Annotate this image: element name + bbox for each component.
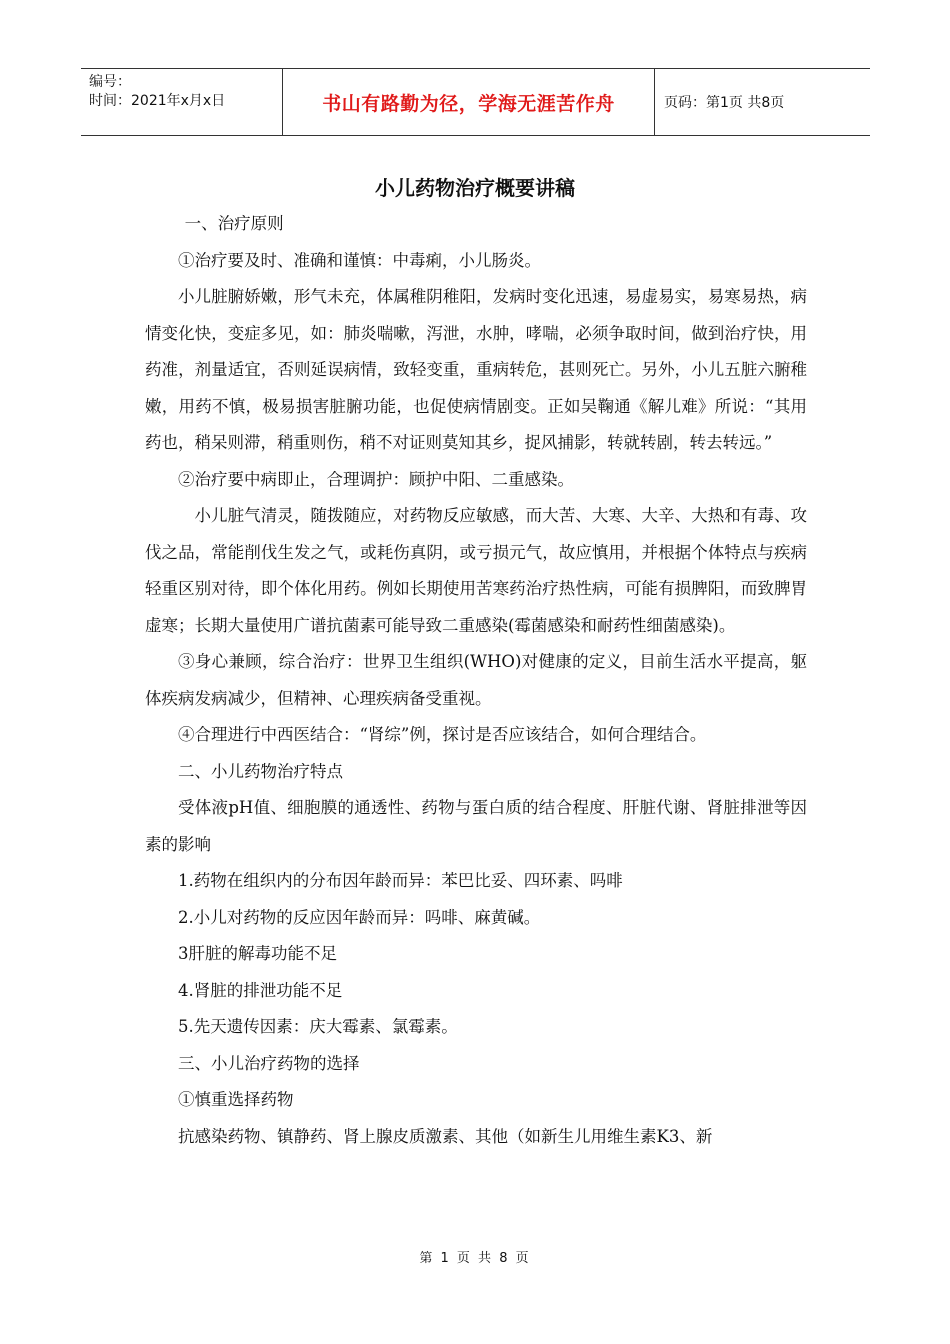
body-paragraph: 抗感染药物、镇静药、肾上腺皮质激素、其他（如新生儿用维生素K3、新 — [178, 1126, 713, 1146]
body-paragraph: ④合理进行中西医结合：“肾综”例，探讨是否应该结合，如何合理结合。 — [178, 725, 707, 744]
body-paragraph: 二、小儿药物治疗特点 — [178, 761, 343, 781]
body-paragraph: 小儿脏气清灵，随拨随应，对药物反应敏感，而大苦、大寒、大辛、大热和有毒、攻伐之品，常能削伐生发之气，或耗伤真阴，或亏损元气，故应慎用，并根据个体特点与疾病轻重区别对待，即个体化用药。例如长期使用苦寒药治疗热性病，可能有损脾阳，而致脾胃虚寒；长期大量使用广谱抗菌素可能导致二重感染(霉菌感染和耐药性细菌感染)。 — [145, 506, 807, 635]
body-paragraph: ①治疗要及时、准确和谨慎：中毒痢，小儿肠炎。 — [178, 250, 541, 270]
page-footer: 第 1 页 共 8 页 — [419, 1251, 531, 1266]
body-paragraph: ①慎重选择药物 — [178, 1090, 294, 1109]
header-meta — [81, 69, 282, 135]
body-paragraph: 小儿脏腑娇嫩，形气未充，体属稚阴稚阳，发病时变化迅速，易虚易实，易寒易热，病情变化快，变症多见，如：肺炎喘嗽，泻泄，水肿，哮喘，必须争取时间，做到治疗快，用药准，剂量适宜，否则延误病情，致轻变重，重病转危，甚则死亡。另外，小儿五脏六腑稚嫩，用药不慎，极易损害脏腑功能，也促使病情剧变。正如吴鞠通《解儿难》所说：“其用药也，稍呆则滞，稍重则伤，稍不对证则莫知其乡，捉风捕影，转就转剧，转去转远。” — [145, 287, 807, 452]
document-id-label: 编号： — [89, 74, 131, 90]
document-title: 小儿药物治疗概要讲稿 — [375, 176, 575, 200]
page-header — [81, 68, 870, 136]
body-paragraph: 三、小儿治疗药物的选择 — [178, 1053, 360, 1073]
body-paragraph: 4.肾脏的排泄功能不足 — [178, 980, 343, 1000]
body-paragraph: 5.先天遗传因素：庆大霉素、氯霉素。 — [178, 1017, 458, 1036]
header-motto: 书山有路勤为径，学海无涯苦作舟 — [282, 69, 655, 135]
body-paragraph: 2.小儿对药物的反应因年龄而异：吗啡、麻黄碱。 — [178, 907, 541, 927]
body-paragraph: ③身心兼顾，综合治疗：世界卫生组织(WHO)对健康的定义，目前生活水平提高，躯体疾病发病减少，但精神、心理疾病备受重视。 — [145, 652, 807, 708]
body-paragraph: 1.药物在组织内的分布因年龄而异：苯巴比妥、四环素、吗啡 — [178, 871, 623, 890]
document-body — [145, 206, 807, 1155]
body-paragraph: 受体液pH值、细胞膜的通透性、药物与蛋白质的结合程度、肝脏代谢、肾脏排泄等因素的影响 — [145, 798, 807, 854]
body-paragraph: 一、治疗原则 — [184, 214, 284, 233]
header-page-info: 页码：第1页 共8页 — [664, 95, 785, 111]
body-paragraph: ②治疗要中病即止，合理调护：顾护中阳、二重感染。 — [178, 469, 574, 489]
document-date: 时间：2021年x月x日 — [89, 93, 226, 109]
body-paragraph: 3肝脏的解毒功能不足 — [178, 944, 337, 963]
